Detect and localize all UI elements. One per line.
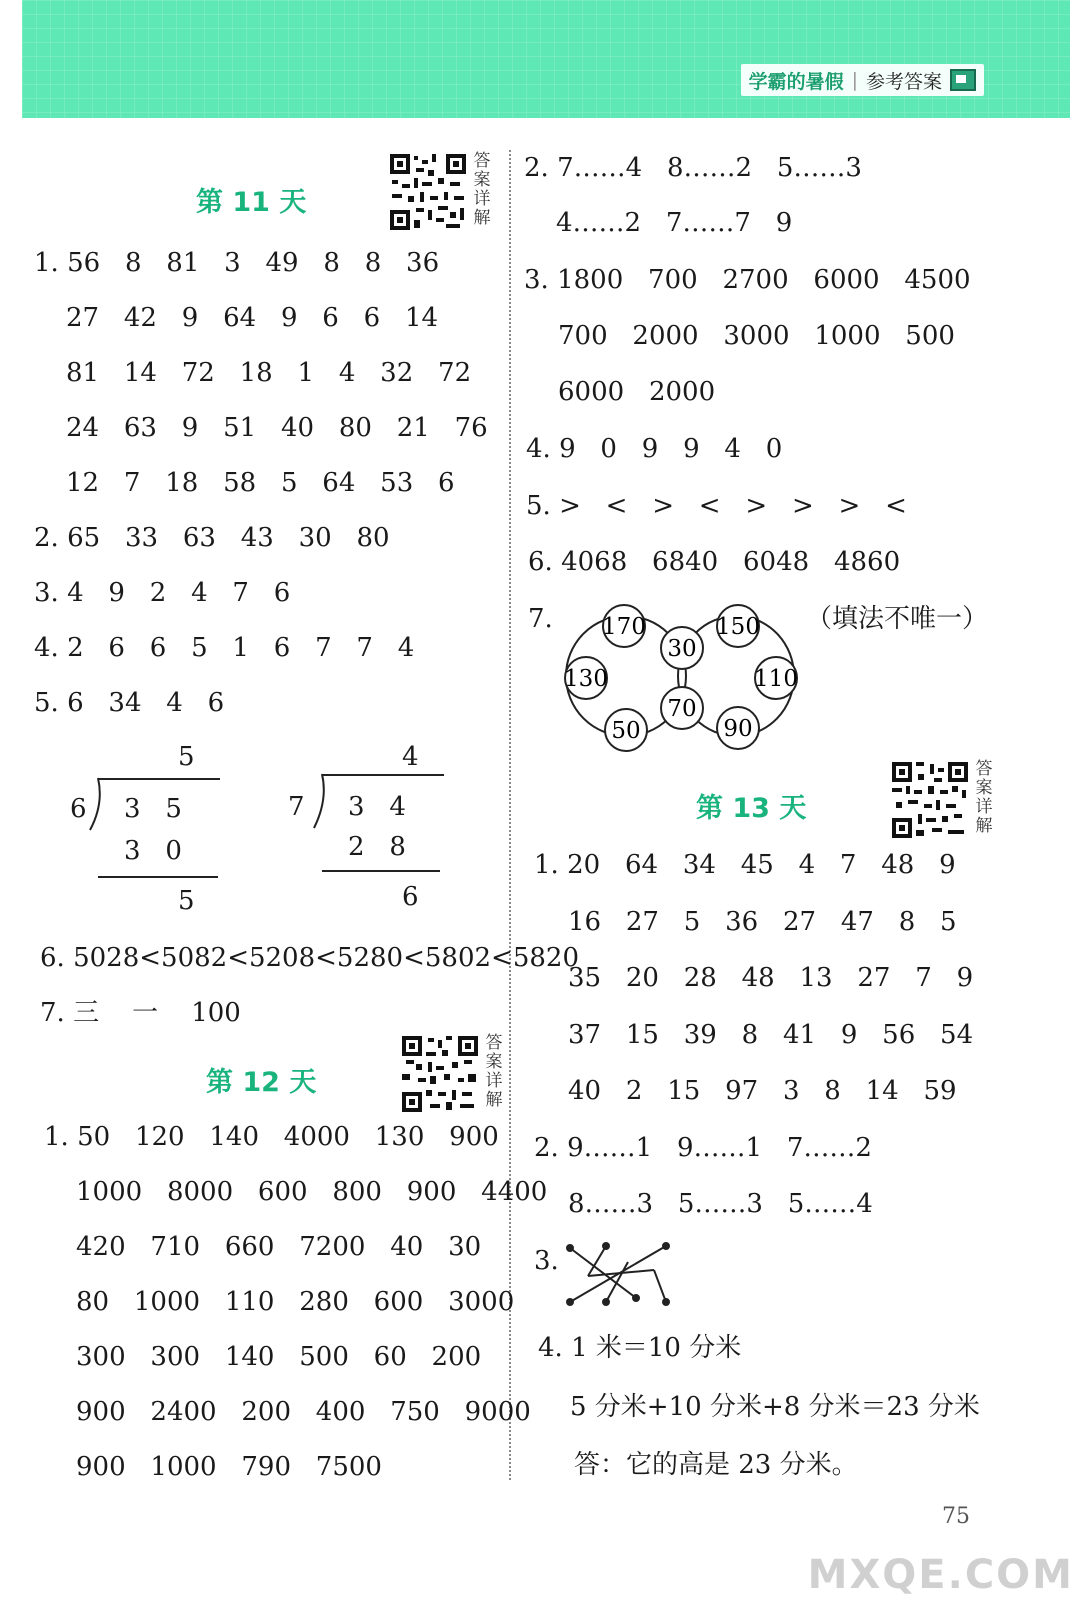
dividend: 3 5	[124, 794, 182, 824]
answer-line: 80 1000 110 280 600 3000	[76, 1287, 515, 1317]
answer-line: 4. 9 0 9 9 4 0	[526, 434, 783, 464]
answer-line: 5. 6 34 4 6	[34, 688, 225, 718]
book-icon	[950, 69, 976, 91]
answer-line: 答：它的高是 23 分米。	[574, 1450, 858, 1480]
answer-line: 1000 8000 600 800 900 4400	[76, 1177, 548, 1207]
answer-line: 7. 三 一 100	[40, 998, 241, 1028]
answer-line: 4. 1 米＝10 分米	[538, 1333, 742, 1363]
answer-line: 700 2000 3000 1000 500	[558, 321, 955, 351]
answer-line: 3.	[534, 1246, 559, 1276]
answer-line: 12 7 18 58 5 64 53 6	[66, 468, 455, 498]
answer-line: 37 15 39 8 41 9 56 54	[568, 1020, 974, 1050]
answer-line: 1. 56 8 81 3 49 8 8 36	[34, 248, 440, 278]
number-circle-diagram	[556, 596, 806, 756]
circle-node-value: 130	[564, 666, 608, 692]
answer-line: 6000 2000	[558, 377, 716, 407]
answer-line: 27 42 9 64 9 6 6 14	[66, 303, 439, 333]
remainder: 6	[402, 882, 419, 912]
answer-line: 3. 1800 700 2700 6000 4500	[524, 265, 971, 295]
dividend: 3 4	[348, 792, 406, 822]
day12-title: 第 12 天	[206, 1067, 317, 1098]
answer-line: 900 1000 790 7500	[76, 1452, 382, 1482]
qr-code-icon[interactable]	[400, 1034, 480, 1114]
divisor: 7	[288, 792, 305, 822]
qr-label: 答案详解	[975, 759, 993, 836]
page-number: 75	[942, 1504, 970, 1529]
answer-line: 4……2 7……7 9	[556, 208, 793, 238]
answer-line: 2. 65 33 63 43 30 80	[34, 523, 390, 553]
answer-line: 4. 2 6 6 5 1 6 7 7 4	[34, 633, 415, 663]
division-bar	[322, 774, 444, 776]
long-division-2	[284, 740, 454, 920]
answer-line: 35 20 28 48 13 27 7 9	[568, 963, 974, 993]
divisor: 6	[70, 794, 87, 824]
product: 3 0	[124, 836, 182, 866]
header-separator: |	[851, 69, 858, 91]
circle-node-value: 70	[667, 696, 697, 722]
answer-note: （填法不唯一）	[806, 604, 989, 634]
answer-line: 5. > < > < > > > <	[526, 491, 907, 521]
product: 2 8	[348, 832, 406, 862]
watermark: MXQE.COM	[807, 1552, 1074, 1598]
quotient: 5	[178, 742, 195, 772]
answer-line: 7.	[528, 604, 553, 634]
circle-node-value: 50	[611, 718, 641, 744]
answer-line: 900 2400 200 400 750 9000	[76, 1397, 531, 1427]
qr-code-icon[interactable]	[890, 760, 970, 840]
answer-line: 5 分米+10 分米+8 分米＝23 分米	[570, 1392, 980, 1422]
division-bracket	[86, 776, 102, 832]
quotient: 4	[402, 742, 419, 772]
answer-line: 8……3 5……3 5……4	[568, 1189, 873, 1219]
matching-lines-diagram	[566, 1240, 676, 1310]
circle-node-value: 90	[723, 716, 753, 742]
circle-node-value: 30	[667, 636, 697, 662]
answer-line: 6. 4068 6840 6048 4860	[528, 547, 901, 577]
answer-line: 16 27 5 36 27 47 8 5	[568, 907, 957, 937]
header-banner	[22, 0, 1070, 118]
qr-code-icon[interactable]	[388, 152, 468, 232]
brand-name: 学霸的暑假	[748, 70, 844, 93]
column-divider	[509, 150, 512, 1480]
qr-label: 答案详解	[473, 151, 491, 228]
answer-line: 300 300 140 500 60 200	[76, 1342, 482, 1372]
subtraction-bar	[98, 876, 218, 878]
qr-label: 答案详解	[485, 1033, 503, 1110]
division-bracket	[310, 772, 326, 830]
answer-line: 1. 50 120 140 4000 130 900	[44, 1122, 499, 1152]
answer-line: 24 63 9 51 40 80 21 76	[66, 413, 488, 443]
answer-line: 40 2 15 97 3 8 14 59	[568, 1076, 957, 1106]
remainder: 5	[178, 886, 195, 916]
circle-node-value: 150	[716, 614, 760, 640]
answer-line: 2. 7……4 8……2 5……3	[524, 153, 862, 183]
answer-line: 6. 5028<5082<5208<5280<5802<5820	[40, 943, 580, 973]
section-title: 参考答案	[865, 70, 942, 93]
answer-line: 420 710 660 7200 40 30	[76, 1232, 482, 1262]
answer-line: 3. 4 9 2 4 7 6	[34, 578, 291, 608]
answer-line: 81 14 72 18 1 4 32 72	[66, 358, 472, 388]
day11-title: 第 11 天	[196, 187, 307, 218]
day13-title: 第 13 天	[696, 793, 807, 824]
circle-node-value: 110	[754, 666, 798, 692]
long-division-1	[60, 740, 230, 920]
circle-node-value: 170	[602, 614, 646, 640]
answer-line: 2. 9……1 9……1 7……2	[534, 1133, 872, 1163]
subtraction-bar	[322, 870, 440, 872]
answer-line: 1. 20 64 34 45 4 7 48 9	[534, 850, 956, 880]
header-badge	[741, 64, 984, 96]
division-bar	[98, 778, 220, 780]
